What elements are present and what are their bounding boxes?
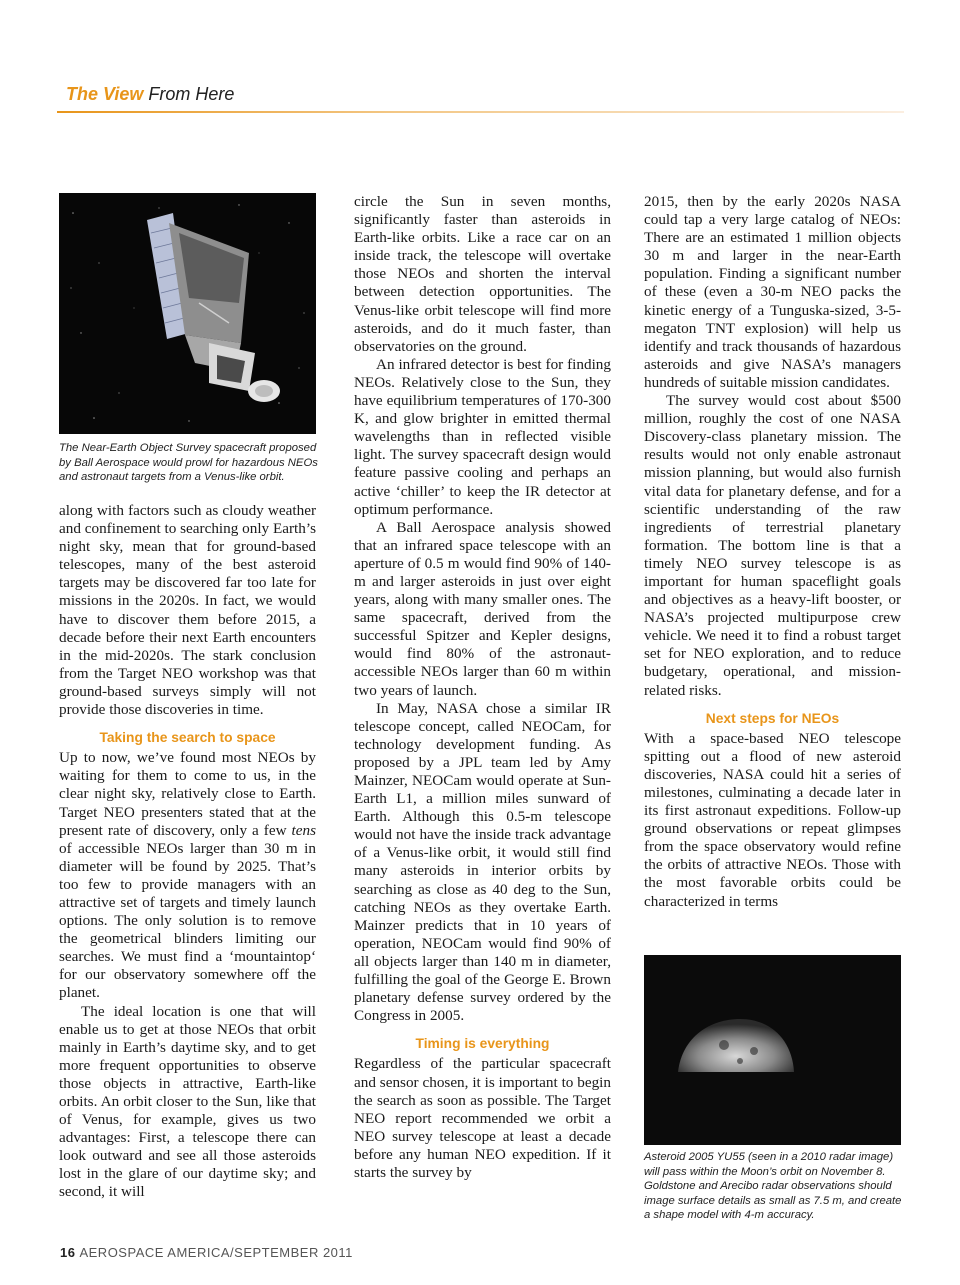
section-header-highlight: The View xyxy=(66,84,144,104)
page-footer xyxy=(60,1245,353,1260)
paragraph: With a space-based NEO telescope spitting out a flood of new asteroid discoveries, NASA could hit a series of milestones, culminating a decade later in its first astronaut expeditions. Follow-up ground observations or repeat glimpses from the space observatory would refine the orbits of attractive NEOs. Those with the most favorable orbits could be characterized in terms xyxy=(644,729,901,910)
paragraph: The ideal location is one that will enable us to get at those NEOs that orbit mainly in Earth’s daytime sky, and to get more frequent opportunities to observe those objects in attractive, Earth-like orbits. An orbit closer to the Sun, like that of Venus, for example, gives us two advantages: First, a telescope there can look outward and see all those asteroids lost in the glare of our daytime sky; and second, it will xyxy=(59,1002,316,1201)
paragraph: The survey would cost about $500 million, roughly the cost of one NASA Discovery-class planetary mission. The results would not only enable astronaut mission planning, but would also furnish vital data for planetary defense, and for a scientific understanding of the raw ingredients of terrestrial planetary formation. The bottom line is that a timely NEO survey telescope is as important for human spaceflight goals and objectives as a heavy-lift booster, or NASA’s projected multipurpose crew vehicle. We need it to find a robust target set for NEO exploration, and to reduce budgetary, operational, and mission-related risks. xyxy=(644,392,901,699)
subheading-taking-search-to-space: Taking the search to space xyxy=(99,730,276,746)
page-number: 16 xyxy=(60,1245,76,1260)
paragraph: A Ball Aerospace analysis showed that an infrared space telescope with an aperture of 0.5 m would find 90% of 140-m and larger asteroids in just over eight years, along with many smaller ones. The same spacecraft, derived from the successful Spitzer and Kepler designs, would find 80% of the astronaut-accessible NEOs larger than 60 m within two years of launch. xyxy=(354,518,611,699)
subheading-next-steps-for-neos: Next steps for NEOs xyxy=(705,710,840,726)
asteroid-radar-image xyxy=(644,955,901,1145)
column-3 xyxy=(644,193,901,911)
paragraph: along with factors such as cloudy weather and confinement to searching only Earth’s night sky, mean that for ground-based telescopes, many of the best asteroid targets may be discovered far too late for missions in the 2020s. In fact, we would have to discover them before 2015, a decade before their next Earth encounters in the mid-2020s. The stark conclusion from the Target NEO workshop was that ground-based surveys simply will not provide those discoveries in time. xyxy=(59,502,316,719)
emphasis-tens: tens xyxy=(291,821,316,839)
paragraph: An infrared detector is best for finding NEOs. Relatively close to the Sun, they have equilibrium temperatures of 170-300 K, and glow brighter in emitted thermal wavelengths than in reflected visible light. The survey spacecraft design would feature passive cooling and perhaps an active ‘chiller’ to keep the IR detector at optimum performance. xyxy=(354,355,611,518)
publication-line: AEROSPACE AMERICA/SEPTEMBER 2011 xyxy=(79,1245,353,1260)
column-1 xyxy=(59,502,316,1202)
section-header-rest: From Here xyxy=(143,84,235,104)
paragraph: Regardless of the particular spacecraft and sensor chosen, it is important to begin the search as soon as possible. The Target NEO report recommended we orbit a NEO survey telescope at least a decade before any human NEO expedition. If it starts the survey by xyxy=(354,1055,611,1181)
paragraph: Up to now, we’ve found most NEOs by waiting for them to come to us, in the clear night sky, relatively close to Earth. Target NEO presenters stated that at the present rate of discovery, only a few tens of accessible NEOs larger than 30 m in diameter will be found by 2025. That’s too few to provide managers with an attractive set of targets and timely launch options. The only solution is to remove the geometrical blinders limiting our searches. We must find a ‘mountaintop‘ for our observatory somewhere off the planet. xyxy=(59,749,316,1002)
subheading-timing-is-everything: Timing is everything xyxy=(415,1036,550,1052)
spacecraft-image xyxy=(59,193,316,434)
figure2-caption: Asteroid 2005 YU55 (seen in a 2010 radar image) will pass within the Moon’s orbit on November 8. Goldstone and Arecibo radar observations should image surface details as small as 7.5 m, and create a shape model with 4-m accuracy. xyxy=(644,1151,902,1221)
paragraph: 2015, then by the early 2020s NASA could tap a very large catalog of NEOs: There are an estimated 1 million objects 30 m and larger in the near-Earth population. Finding a significant number of these (even a 30-m NEO packs the kinetic energy of a Tunguska-sized, 3-5-megaton TNT explosion) will help us identify and track thousands of hazardous asteroids and give NASA’s managers hundreds of suitable mission candidates. xyxy=(644,193,901,391)
header-rule xyxy=(57,111,904,113)
paragraph: circle the Sun in seven months, significantly faster than asteroids in Earth-like orbits. Like a race car on an inside track, the telescope will overtake those NEOs and shorten the interval between detection opportunities. The Venus-like orbit telescope will find more asteroids, and do it much faster, than observatories on the ground. xyxy=(354,193,611,355)
column-2 xyxy=(354,193,611,1182)
paragraph: In May, NASA chose a similar IR telescope concept, called NEOCam, for technology development funding. As proposed by a JPL team led by Amy Mainzer, NEOCam would operate at Sun-Earth L1, a million miles sunward of Earth. Although this 0.5-m telescope would not have the inside track advantage of a Venus-like orbit, it would still find many asteroids in interior orbits by searching as close as 40 deg to the Sun, catching NEOs as they overtake Earth. Mainzer predicts that in 10 years of operation, NEOCam would find 90% of all objects larger than 140 m in diameter, fulfilling the goal of the George E. Brown planetary defense survey ordered by the Congress in 2005. xyxy=(354,699,611,1025)
figure1-caption: The Near-Earth Object Survey spacecraft proposed by Ball Aerospace would prowl for hazardous NEOs and astronaut targets from a Venus-like orbit. xyxy=(59,442,318,483)
section-header xyxy=(66,84,234,105)
